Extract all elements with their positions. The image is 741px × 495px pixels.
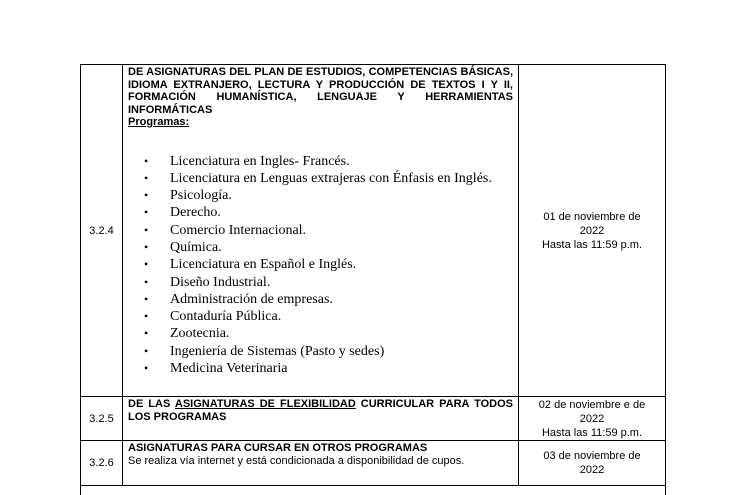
list-item: • Comercio Internacional.: [144, 222, 307, 238]
list-item: • Psicología.: [144, 188, 232, 204]
bullet-icon: •: [144, 326, 149, 341]
list-item: • Licenciatura en Español e Inglés.: [144, 257, 357, 273]
bullet-icon: •: [144, 153, 149, 168]
date-line: 2022: [579, 464, 605, 476]
row-date: [519, 441, 665, 485]
list-item: • Licenciatura en Ingles- Francés.: [144, 153, 350, 169]
date-line: 2022: [579, 224, 605, 237]
list-item: • Medicina Veterinaria: [144, 361, 288, 377]
list-item: • Química.: [144, 239, 222, 255]
date-line: 2022: [579, 412, 605, 425]
row-heading: DE LAS ASIGNATURAS DE FLEXIBILIDAD CURRICULAR PARA TODOS LOS PROGRAMAS: [128, 398, 513, 423]
date-line: 03 de noviembre de: [543, 450, 641, 462]
row-heading: DE ASIGNATURAS DEL PLAN DE ESTUDIOS, COMPETENCIAS BÁSICAS, IDIOMA EXTRANJERO, LECTURA Y PRODUCCIÓN DE TEXTOS I Y II, FORMACIÓN HUMANÍSTICA, LENGUAJE Y HERRAMIENTAS INFORMÁTICAS: [128, 66, 513, 116]
bullet-icon: •: [144, 205, 149, 220]
date-line: 02 de noviembre e de: [538, 398, 646, 411]
bullet-icon: •: [144, 170, 149, 185]
row-content: [123, 441, 519, 485]
list-item: • Licenciatura en Lenguas extrajeras con Énfasis en Inglés.: [144, 170, 492, 186]
row-number: 3.2.5: [81, 397, 123, 440]
list-item: • Contaduría Pública.: [144, 309, 282, 325]
date-line: 01 de noviembre de: [543, 210, 641, 223]
list-item: • Zootecnia.: [144, 326, 230, 342]
bullet-icon: •: [144, 343, 149, 358]
bullet-icon: •: [144, 361, 149, 376]
row-description: Se realiza vía internet y está condicionada a disponibilidad de cupos.: [128, 454, 465, 467]
bullet-icon: •: [144, 274, 149, 289]
table-row: [81, 65, 665, 397]
row-date: [519, 65, 665, 396]
list-item: • Ingeniería de Sistemas (Pasto y sedes): [144, 343, 385, 359]
table-row: [81, 441, 665, 486]
bullet-icon: •: [144, 188, 149, 203]
bullet-icon: •: [144, 291, 149, 306]
date-line: Hasta las 11:59 p.m.: [541, 426, 643, 439]
table-row: [81, 397, 665, 441]
row-date: [519, 397, 665, 440]
bullet-icon: •: [144, 257, 149, 272]
bullet-icon: •: [144, 309, 149, 324]
row-content: [123, 397, 519, 440]
list-item: • Administración de empresas.: [144, 291, 333, 307]
row-number: 3.2.4: [81, 65, 123, 396]
row-number: 3.2.6: [81, 441, 123, 485]
schedule-table: [80, 64, 666, 495]
list-item: • Derecho.: [144, 205, 221, 221]
row-heading: ASIGNATURAS PARA CURSAR EN OTROS PROGRAMAS: [128, 442, 428, 454]
programs-label: Programas:: [128, 116, 190, 128]
bullet-icon: •: [144, 239, 149, 254]
row-content: [123, 65, 519, 396]
list-item: • Diseño Industrial.: [144, 274, 271, 290]
bullet-icon: •: [144, 222, 149, 237]
programs-list: [128, 153, 513, 378]
date-line: Hasta las 11:59 p.m.: [541, 238, 643, 251]
